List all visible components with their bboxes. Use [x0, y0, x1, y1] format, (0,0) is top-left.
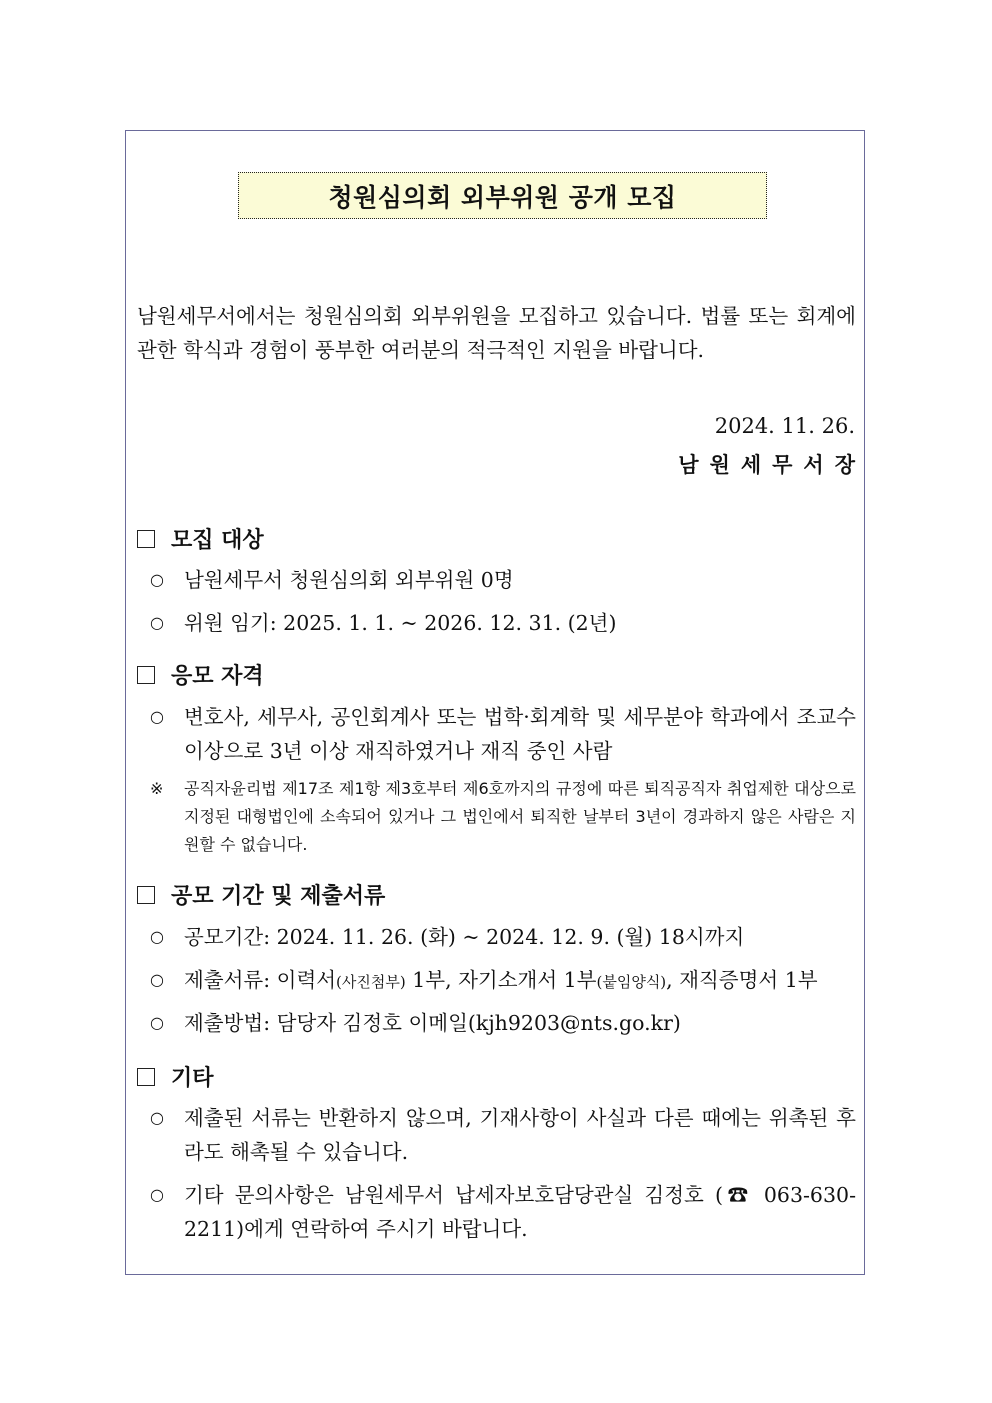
list-item-text: 변호사, 세무사, 공인회계사 또는 법학·회계학 및 세무분야 학과에서 조교수 이상으로 3년 이상 재직하였거나 재직 중인 사람: [184, 705, 856, 763]
docs-text: 1부, 자기소개서 1부: [405, 968, 597, 992]
section-title: 응모 자격: [171, 663, 264, 689]
checkbox-square-icon: [137, 666, 155, 684]
list-item: [150, 1178, 856, 1246]
list-item-text: 공모기간: 2024. 11. 26. (화) ~ 2024. 12. 9. (월) 18시까지: [184, 925, 745, 949]
list-item: [150, 963, 856, 999]
list-item-text: 위원 임기: 2025. 1. 1. ~ 2026. 12. 31. (2년): [184, 611, 617, 635]
checkbox-square-icon: [137, 886, 155, 904]
docs-note: (붙임양식): [596, 973, 667, 991]
section-heading-qualification: [137, 659, 264, 690]
notice-frame: [125, 130, 865, 1275]
note-text: 공직자윤리법 제17조 제1항 제3호부터 제6호까지의 규정에 따른 퇴직공직자 취업제한 대상으로 지정된 대형법인에 소속되어 있거나 그 법인에서 퇴직한 날부터 3년이 경과하지 않은 사람은 지원할 수 없습니다.: [184, 779, 856, 854]
list-item-text: 제출된 서류는 반환하지 않으며, 기재사항이 사실과 다른 때에는 위촉된 후라도 해촉될 수 있습니다.: [184, 1106, 856, 1164]
section-title: 기타: [171, 1065, 214, 1091]
section-heading-period: [137, 879, 385, 910]
circle-bullet-icon: ○: [150, 570, 164, 589]
list-item-text: 기타 문의사항은 남원세무서 납세자보호담당관실 김정호 (☎ 063-630-2211)에게 연락하여 주시기 바랍니다.: [184, 1183, 856, 1241]
circle-bullet-icon: ○: [150, 1108, 164, 1127]
circle-bullet-icon: ○: [150, 613, 164, 632]
note: [150, 775, 856, 859]
list-item: [150, 1006, 856, 1040]
circle-bullet-icon: ○: [150, 927, 164, 946]
document-title: 청원심의회 외부위원 공개 모집: [238, 172, 767, 219]
section-heading-etc: [137, 1061, 214, 1092]
list-item-text: [184, 963, 856, 999]
list-item: [150, 700, 856, 768]
intro-paragraph: 남원세무서에서는 청원심의회 외부위원을 모집하고 있습니다. 법률 또는 회계에 관한 학식과 경험이 풍부한 여러분의 적극적인 지원을 바랍니다.: [137, 304, 856, 362]
list-item-text: 제출방법: 담당자 김정호 이메일(kjh9203@nts.go.kr): [184, 1011, 681, 1035]
list-item: [150, 606, 856, 640]
reference-mark-icon: ※: [150, 779, 164, 798]
checkbox-square-icon: [137, 530, 155, 548]
signer: 남원세무서장: [678, 452, 866, 477]
circle-bullet-icon: ○: [150, 707, 164, 726]
section-heading-target: [137, 523, 264, 554]
circle-bullet-icon: ○: [150, 1185, 164, 1204]
section-title: 공모 기간 및 제출서류: [171, 883, 386, 909]
circle-bullet-icon: ○: [150, 970, 164, 989]
list-item: [150, 920, 856, 954]
section-title: 모집 대상: [171, 527, 264, 553]
docs-text: 제출서류: 이력서: [184, 968, 337, 992]
list-item: [150, 563, 856, 597]
list-item-text: 남원세무서 청원심의회 외부위원 0명: [184, 568, 514, 592]
checkbox-square-icon: [137, 1068, 155, 1086]
docs-text: , 재직증명서 1부: [666, 968, 818, 992]
docs-note: (사진첨부): [336, 973, 406, 991]
issue-date: 2024. 11. 26.: [714, 414, 855, 438]
circle-bullet-icon: ○: [150, 1013, 164, 1032]
list-item: [150, 1101, 856, 1169]
